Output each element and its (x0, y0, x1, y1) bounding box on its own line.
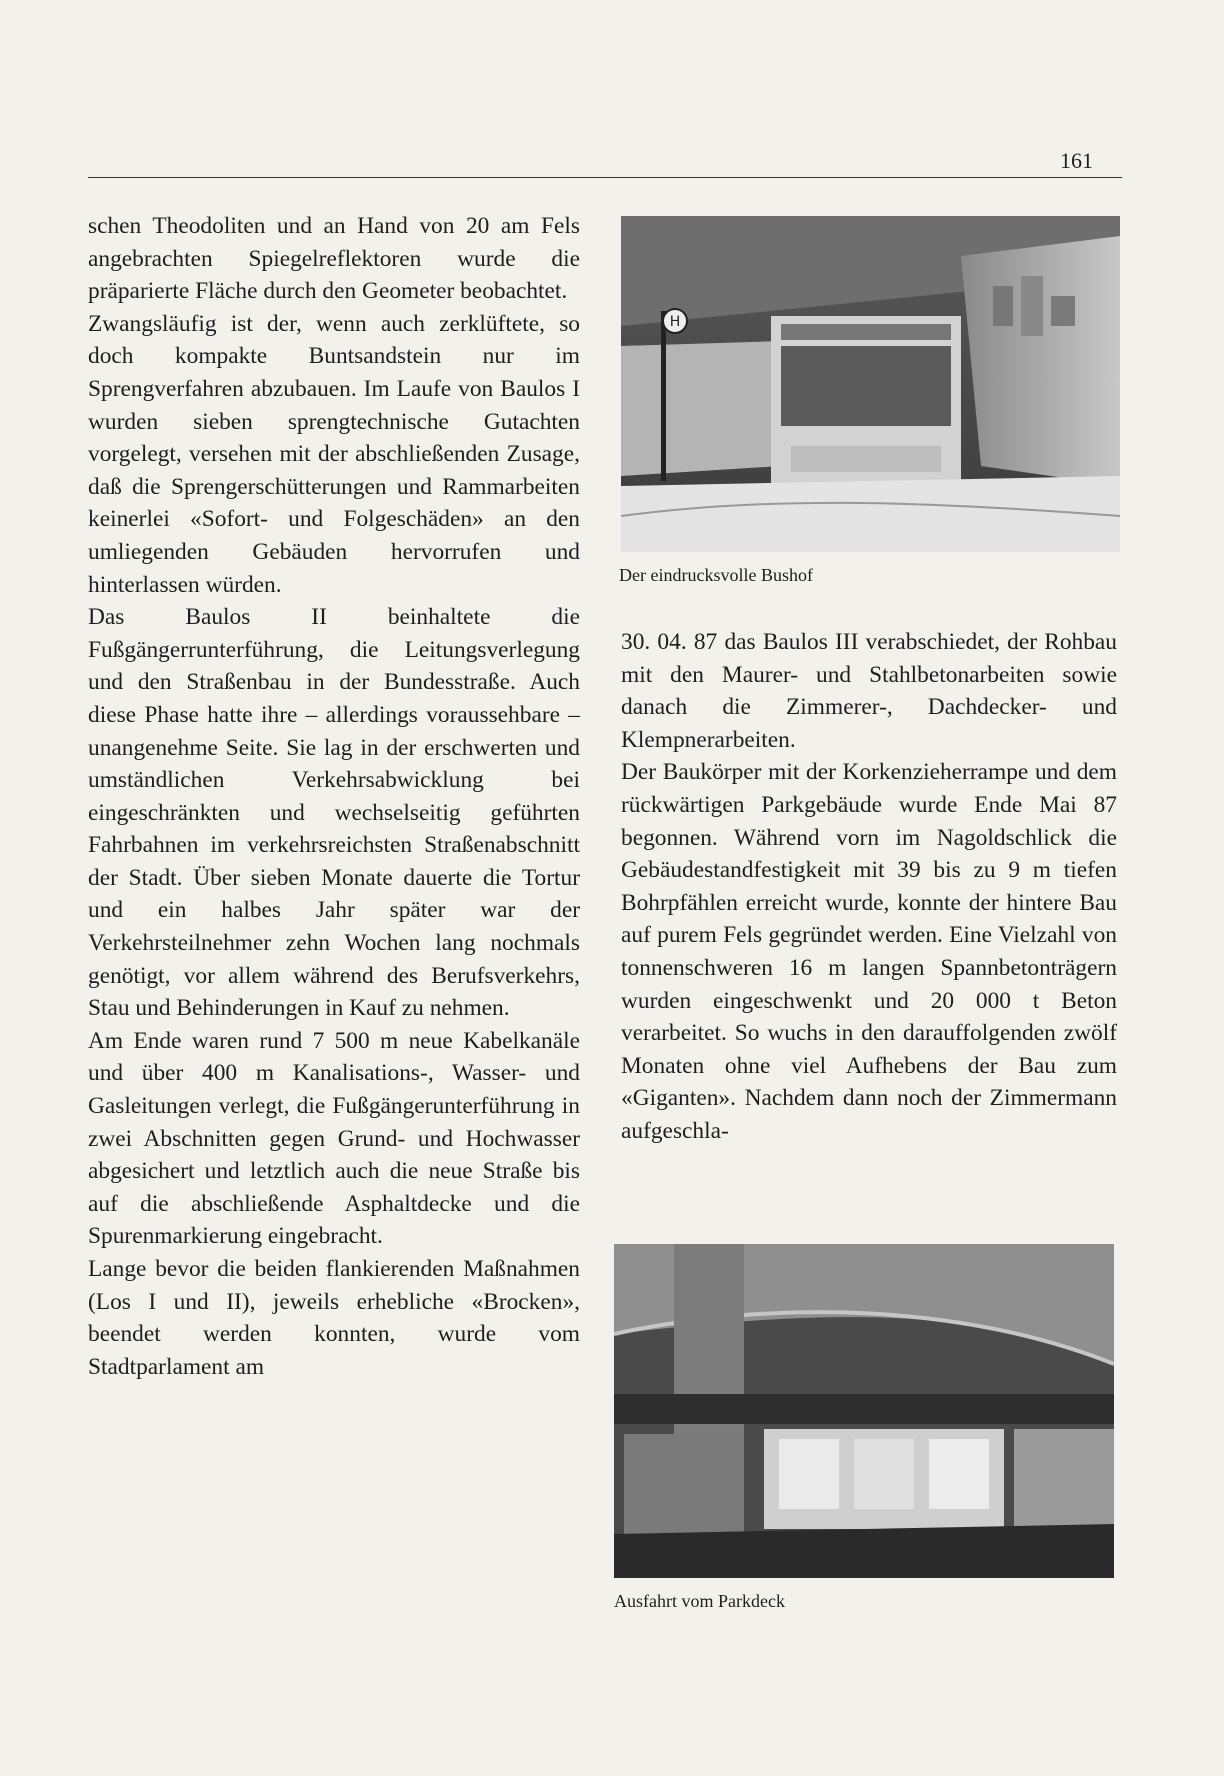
paragraph: Das Baulos II beinhaltete die Fußgängerrunterführung, die Leitungsverlegung und den Straßenbau in der Bundesstraße. Auch diese Phase hatte ihre – allerdings voraussehbare – unangenehme Seite. Sie lag in der erschwerten und umständlichen Verkehrsabwicklung bei eingeschränkten und wechselseitig geführten Fahrbahnen im verkehrsreichsten Straßenabschnitt der Stadt. Über sieben Monate dauerte die Tortur und ein halbes Jahr später war der Verkehrsteilnehmer zehn Wochen lang nochmals genötigt, vor allem während des Berufsverkehrs, Stau und Behinderungen in Kauf zu nehmen. (88, 604, 580, 1022)
bus-stop-sign-letter: H (669, 314, 681, 330)
paragraph: Der Baukörper mit der Korkenzieherrampe und dem rückwärtigen Parkgebäude wurde Ende Mai 87 begonnen. Während vorn im Nagoldschlick die Gebäudestandfestigkeit mit 39 bis zu 9 m tiefen Bohrpfählen erreicht wurde, konnte der hintere Bau auf purem Fels gegründet werden. Eine Vielzahl von tonnenschweren 16 m langen Spannbetonträgern wurden eingeschwenkt und 20 000 t Beton verarbeitet. So wuchs in den darauffolgenden zwölf Monaten ohne viel Aufhebens der Bau zum «Giganten». Nachdem dann noch der Zimmermann aufgeschla- (621, 759, 1117, 1144)
page-number: 161 (1060, 148, 1093, 173)
left-text-column (88, 210, 580, 1383)
right-text-column (621, 626, 1117, 1148)
paragraph: Am Ende waren rund 7 500 m neue Kabelkanäle und über 400 m Kanalisations-, Wasser- und Gasleitungen verlegt, die Fußgängerunterführung in zwei Abschnitten gegen Grund- und Hochwasser abgesichert und letztlich auch die neue Straße bis auf die abschließende Asphaltdecke und die Spurenmarkierung eingebracht. (88, 1027, 580, 1250)
bus-station-photo (621, 216, 1120, 552)
paragraph: schen Theodoliten und an Hand von 20 am Fels angebrachten Spiegelreflektoren wurde die präparierte Fläche durch den Geometer beobachtet. (88, 213, 580, 305)
paragraph: Zwangsläufig ist der, wenn auch zerklüftete, so doch kompakte Buntsandstein nur im Sprengverfahren abzubauen. Im Laufe von Baulos I wurden sieben sprengtechnische Gutachten vorgelegt, versehen mit der abschließenden Zusage, daß die Sprengerschütterungen und Rammarbeiten keinerlei «Sofort- und Folgeschäden» an den umliegenden Gebäuden hervorrufen und hinterlassen würden. (88, 310, 580, 598)
parking-exit-photo (614, 1244, 1114, 1578)
figure-caption: Ausfahrt vom Parkdeck (614, 1591, 785, 1611)
figure-caption: Der eindrucksvolle Bushof (619, 565, 813, 585)
paragraph: 30. 04. 87 das Baulos III verabschiedet, der Rohbau mit den Maurer- und Stahlbetonarbeiten sowie danach die Zimmerer-, Dachdecker- und Klempnerarbeiten. (621, 629, 1117, 753)
header-rule (88, 177, 1122, 178)
paragraph: Lange bevor die beiden flankierenden Maßnahmen (Los I und II), jeweils erhebliche «Brocken», beendet werden konnten, wurde vom Stadtparlament am (88, 1256, 580, 1380)
